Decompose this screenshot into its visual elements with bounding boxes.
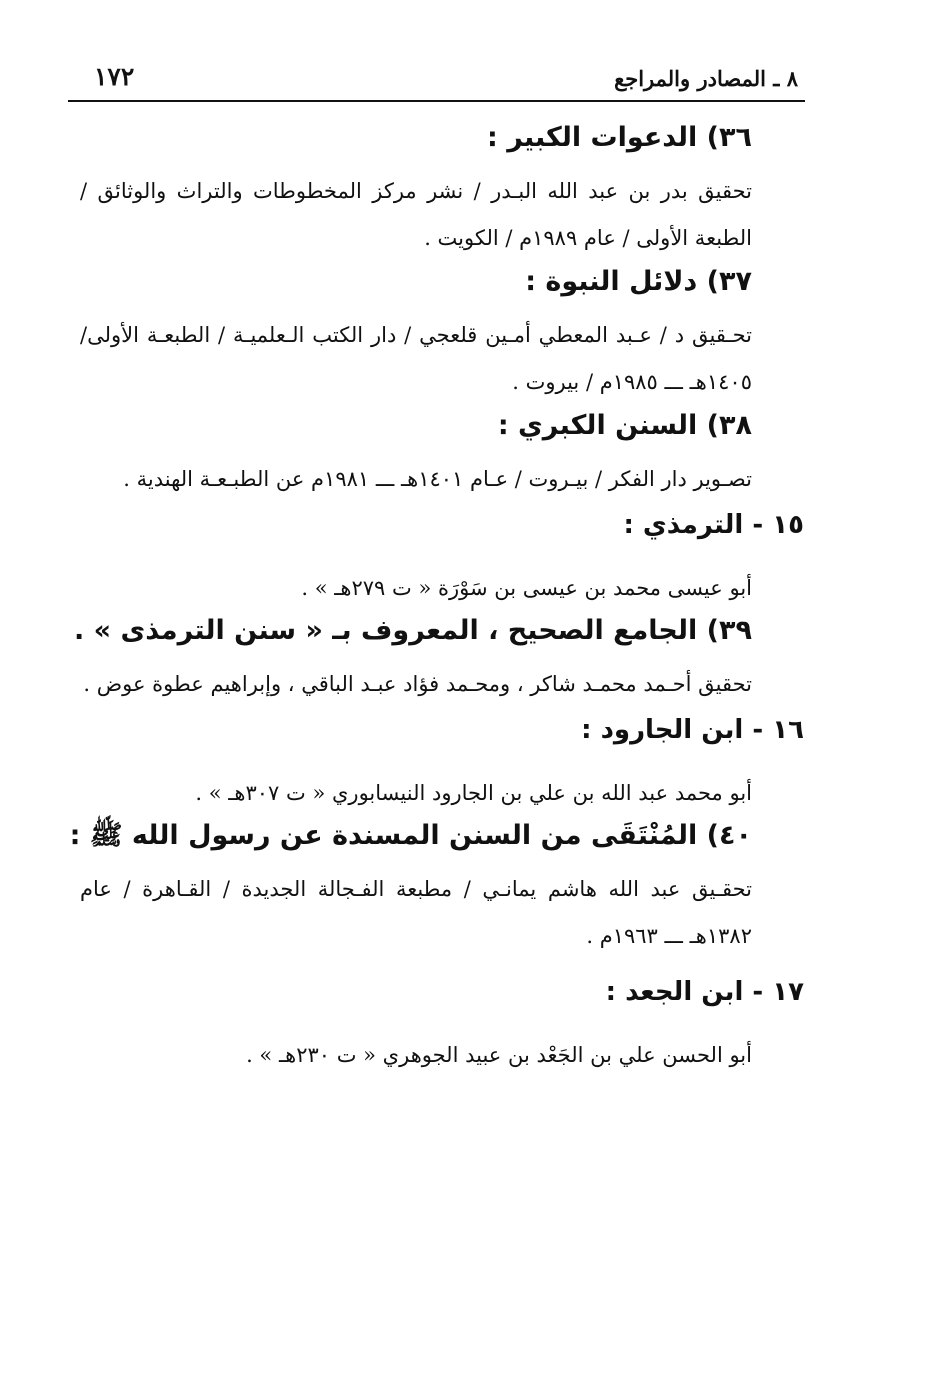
author-section-17 — [80, 960, 804, 1078]
reference-entry-36 — [80, 118, 752, 262]
references-list — [69, 118, 804, 1078]
entry-title: ٣٨) السنن الكبري : — [497, 410, 752, 441]
entry-title: ٣٦) الدعوات الكبير : — [487, 122, 752, 153]
entry-title: ٤٠) المُنْتَقَى من السنن المسندة عن رسول الله ﷺ : — [69, 820, 752, 851]
author-heading: ١٧ - ابن الجعد : — [605, 977, 804, 1007]
author-heading: ١٥ - الترمذي : — [623, 510, 804, 540]
entry-details: تحقيق أحـمد محمـد شاكر ، ومحـمد فؤاد عبـد الباقي ، وإبراهيم عطوة عوض . — [83, 672, 752, 696]
author-heading: ١٦ - ابن الجارود : — [581, 715, 804, 745]
entry-details: تحقـيق عبد الله هاشم يمانـي / مطبعة الفـجالة الجديدة / القـاهرة / عام ١٣٨٢هـ ـــ ١٩٦٣م . — [80, 877, 752, 948]
header-rule — [68, 100, 805, 102]
author-description: أبو الحسن علي بن الجَعْد بن عبيد الجوهري « ت ٢٣٠هـ » . — [246, 1043, 752, 1067]
entry-details: تحـقيق د / عـبد المعطي أمـين قلعجي / دار الكتب الـعلميـة / الطبعـة الأولى/ ١٤٠٥هـ ـــ ١٩٨٥م / بيروت . — [80, 323, 752, 394]
author-description: أبو عيسى محمد بن عيسى بن سَوْرَة « ت ٢٧٩هـ » . — [301, 576, 752, 600]
author-section-16 — [80, 708, 804, 816]
reference-entry-40 — [69, 816, 752, 960]
reference-entry-39 — [74, 611, 752, 708]
author-description: أبو محمد عبد الله بن علي بن الجارود النيسابوري « ت ٣٠٧هـ » . — [195, 781, 752, 805]
running-header — [68, 62, 798, 102]
reference-entry-37 — [80, 262, 752, 406]
author-section-15 — [80, 503, 804, 611]
entry-title: ٣٩) الجامع الصحيح ، المعروف بـ « سنن الترمذى » . — [74, 615, 752, 646]
entry-details: تحقيق بدر بن عبد الله البـدر / نشر مركز المخطوطات والتراث والوثائق / الطبعة الأولى / عام ١٩٨٩م / الكويت . — [80, 179, 752, 250]
page-number: ١٧٢ — [94, 62, 135, 91]
entry-title: ٣٧) دلائل النبوة : — [525, 266, 752, 297]
reference-entry-38 — [80, 406, 752, 503]
entry-details: تصـوير دار الفكر / بيـروت / عـام ١٤٠١هـ ـــ ١٩٨١م عن الطبـعـة الهندية . — [123, 467, 752, 491]
section-title: ٨ ـ المصادر والمراجع — [614, 66, 798, 91]
